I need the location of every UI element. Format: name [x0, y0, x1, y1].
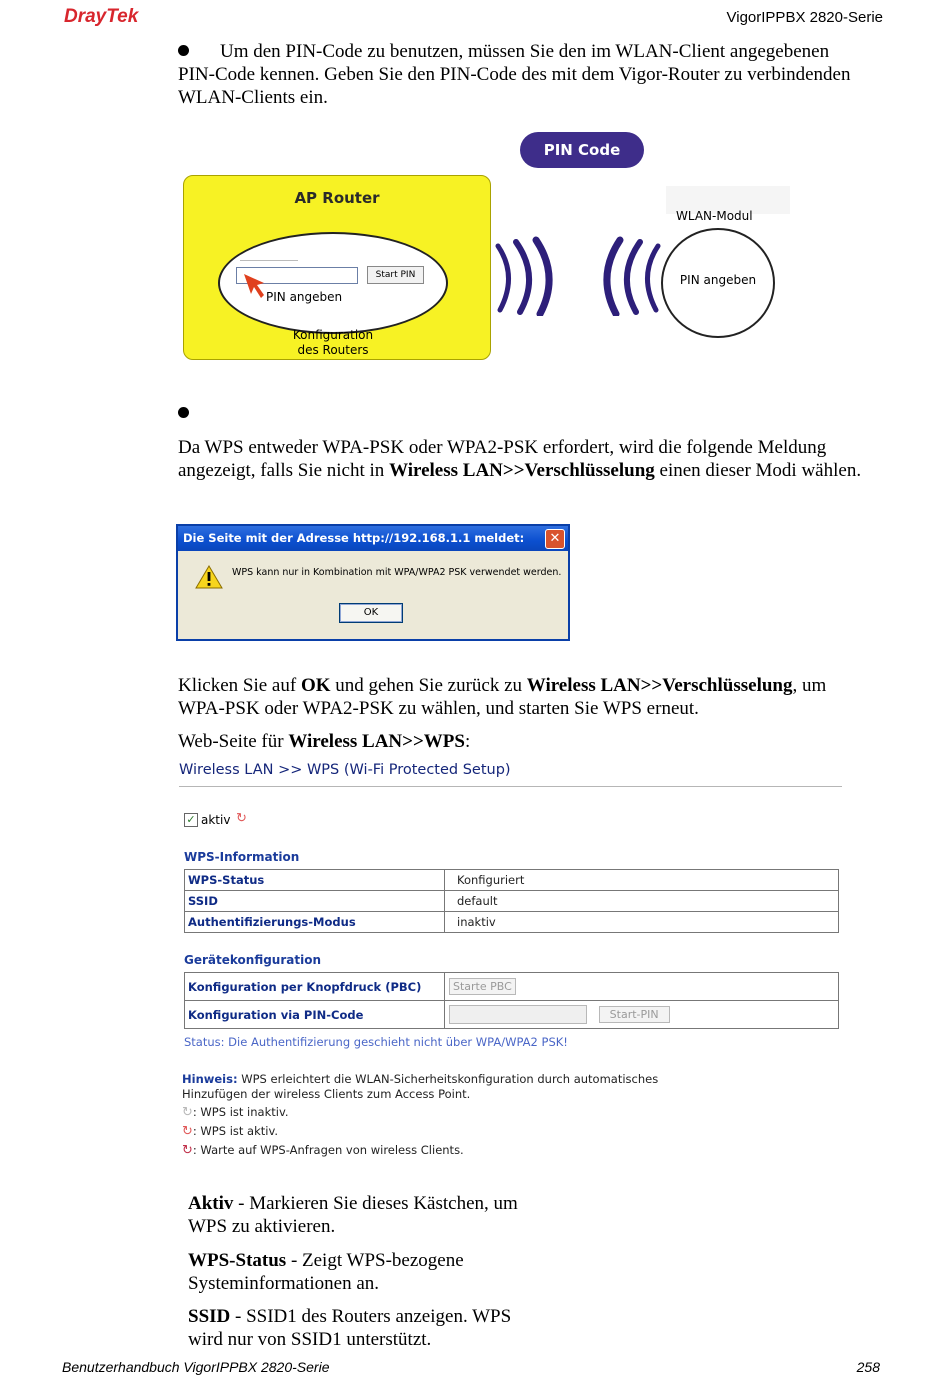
- ap-pin-label: PIN angeben: [266, 290, 343, 304]
- device-config-table: [184, 972, 839, 1029]
- start-pin-button[interactable]: Start-PIN: [599, 1006, 670, 1023]
- ap-router-box: [183, 175, 491, 360]
- ap-router-title: AP Router: [294, 189, 380, 207]
- alert-dialog: [176, 524, 570, 641]
- start-pbc-button[interactable]: Starte PBC: [449, 978, 516, 995]
- footer-title: Benutzerhandbuch VigorIPPBX 2820-Serie: [62, 1359, 330, 1375]
- table-value: default: [445, 891, 839, 912]
- wps-requirement-paragraph: Da WPS entweder WPA-PSK oder WPA2-PSK erfordert, wird die folgende Meldung angezeigt, falls Sie nicht in Wireless LAN>>Verschlüsselung einen dieser Modi wählen.: [178, 437, 862, 481]
- wlan-pin-label: PIN angeben: [679, 273, 757, 287]
- pbc-label: Konfiguration per Knopfdruck (PBC): [185, 973, 445, 1001]
- refresh-inactive-icon: ↻: [182, 1105, 193, 1120]
- enable-label: aktiv: [201, 813, 231, 827]
- wireless-waves-icon: [494, 236, 664, 316]
- table-value: [445, 973, 839, 1001]
- red-arrow-icon: [242, 272, 268, 302]
- config-line-1: Konfiguration: [292, 328, 374, 342]
- pin-code-input[interactable]: [449, 1005, 587, 1024]
- table-row: [185, 912, 839, 933]
- status-message: Status: Die Authentifizierung geschieht nicht über WPA/WPA2 PSK!: [184, 1035, 568, 1049]
- dialog-title: Die Seite mit der Adresse http://192.168.1.1 meldet:: [178, 526, 568, 551]
- wps-information-heading: WPS-Information: [184, 850, 300, 864]
- table-row: [185, 870, 839, 891]
- refresh-active-icon: ↻: [182, 1124, 193, 1139]
- refresh-icon: ↻: [236, 810, 247, 825]
- wlan-modul-circle: [661, 228, 775, 338]
- table-key: SSID: [185, 891, 445, 912]
- dialog-message: WPS kann nur in Kombination mit WPA/WPA2 PSK verwendet werden.: [232, 567, 562, 578]
- legend-active: ↻: WPS ist aktiv.: [182, 1124, 279, 1139]
- wps-information-table: [184, 869, 839, 933]
- page-number: 258: [856, 1359, 880, 1375]
- table-value: inaktiv: [445, 912, 839, 933]
- hint-line: Hinweis: WPS erleichtert die WLAN-Sicherheitskonfiguration durch automatisches: [182, 1072, 659, 1086]
- table-value: Konfiguriert: [445, 870, 839, 891]
- hint-line: Hinzufügen der wireless Clients zum Access Point.: [182, 1087, 471, 1101]
- enable-checkbox[interactable]: ✓: [184, 813, 198, 827]
- table-key: WPS-Status: [185, 870, 445, 891]
- pin-config-label: Konfiguration via PIN-Code: [185, 1001, 445, 1029]
- ap-faded-field: [240, 248, 298, 261]
- table-value: [445, 1001, 839, 1029]
- warning-icon: [195, 564, 223, 590]
- header-title: VigorIPPBX 2820-Serie: [726, 9, 883, 26]
- ap-start-pin-button: Start PIN: [367, 266, 424, 284]
- close-icon[interactable]: ✕: [545, 529, 565, 549]
- divider: [179, 786, 842, 787]
- desc-ssid: SSID - SSID1 des Routers anzeigen. WPS wird nur von SSID1 unterstützt.: [188, 1306, 512, 1350]
- wlan-modul-label: WLAN-Modul: [676, 209, 753, 223]
- table-row: [185, 891, 839, 912]
- web-page-caption: Web-Seite für Wireless LAN>>WPS:: [178, 731, 471, 752]
- draytek-logo: DrayTek: [64, 6, 139, 27]
- device-config-heading: Gerätekonfiguration: [184, 953, 322, 967]
- pin-code-badge: PIN Code: [520, 132, 644, 168]
- desc-wps-status: WPS-Status - Zeigt WPS-bezogene Systeminformationen an.: [188, 1250, 464, 1294]
- refresh-waiting-icon: ↻: [182, 1143, 193, 1158]
- wps-page-title: Wireless LAN >> WPS (Wi-Fi Protected Setup): [179, 762, 511, 778]
- ap-config-label: [184, 328, 482, 358]
- config-line-2: des Routers: [297, 343, 369, 357]
- hint-note: [182, 1070, 658, 1160]
- legend-waiting: ↻: Warte auf WPS-Anfragen von wireless Clients.: [182, 1143, 464, 1158]
- table-key: Authentifizierungs-Modus: [185, 912, 445, 933]
- ok-button[interactable]: OK: [339, 603, 403, 623]
- table-row: [185, 1001, 839, 1029]
- bullet-icon: [178, 407, 189, 418]
- desc-aktiv: Aktiv - Markieren Sie dieses Kästchen, um WPS zu aktivieren.: [188, 1193, 518, 1237]
- intro-paragraph: Um den PIN-Code zu benutzen, müssen Sie den im WLAN-Client angegebenen PIN-Code kennen. Geben Sie den PIN-Code des mit dem Vigor-Router zu verbindenden WLAN-Clients ein.: [178, 41, 851, 108]
- table-row: [185, 973, 839, 1001]
- return-instruction-paragraph: Klicken Sie auf OK und gehen Sie zurück zu Wireless LAN>>Verschlüsselung, um WPA-PSK oder WPA2-PSK zu wählen, und starten Sie WPS erneut.: [178, 675, 827, 719]
- legend-inactive: ↻: WPS ist inaktiv.: [182, 1105, 289, 1120]
